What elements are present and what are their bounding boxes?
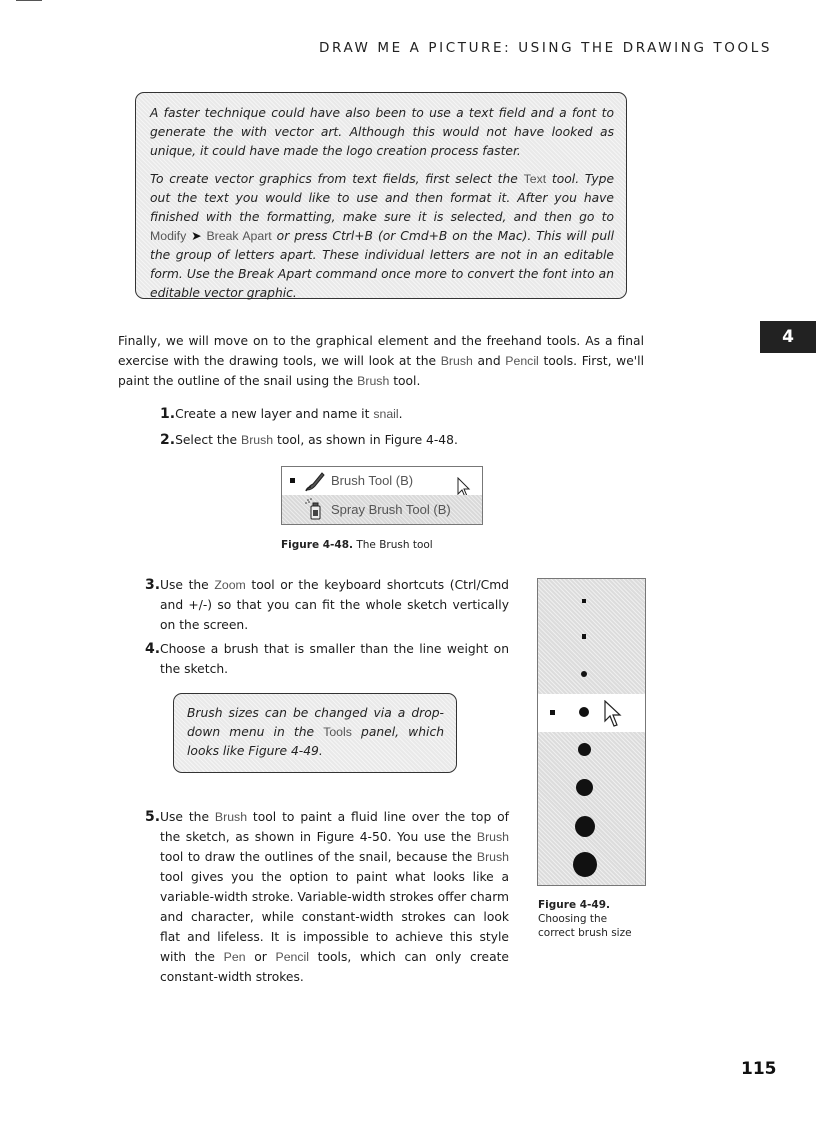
menu-arrow: ➤ [191, 229, 202, 243]
brush-size-option-2[interactable] [582, 634, 586, 639]
step-5: 5. Use the Brush tool to paint a fluid line over the top of the sketch, as shown in Figure 4-50. You use the Brush tool to draw the outlines of the snail, because the Brush tool gives you the option to paint what looks like a variable-width stroke. Variable-width strokes offer charm and character, while constant-width strokes can look flat and lifeless. It is impossible to achieve this style with the Pen or Pencil tools, which can only create constant-width strokes. [145, 809, 510, 984]
brush-tool-label: Brush Tool (B) [331, 473, 414, 488]
spray-brush-icon [304, 497, 326, 521]
note-box-text-to-vector [135, 92, 627, 299]
selected-size-bullet [550, 710, 555, 715]
figure-4-49-brush-size-menu [537, 578, 646, 886]
note-paragraph-2: To create vector graphics from text fields, first select the Text tool. Type out the text you would like to use and then format it. After you have finished with the formatting, make sure it is selected, and then go to Modify ➤ Break Apart or press Ctrl+B (or Cmd+B on the Mac). This will pull the group of letters apart. These individual letters are not in an editable form. Use the Break Apart command once more to convert the font into an editable vector graphic. [150, 172, 615, 300]
note-paragraph-1: A faster technique could have also been to use a text field and a font to generate the with vector art. Although this would not have looked as unique, it could have made the logo creation process faster. [150, 106, 614, 158]
note-brush-sizes-text: Brush sizes can be changed via a drop-down menu in the Tools panel, which looks like Figure 4-49. [187, 706, 444, 758]
brush-tool-row[interactable] [282, 467, 482, 495]
brush-size-option-6[interactable] [576, 779, 593, 796]
figure-4-48-caption: Figure 4-48. The Brush tool [281, 539, 433, 551]
spray-brush-tool-label: Spray Brush Tool (B) [331, 502, 451, 517]
brush-size-option-1[interactable] [582, 599, 586, 603]
brush-size-option-7[interactable] [575, 816, 595, 837]
brush-size-option-8[interactable] [573, 852, 597, 877]
mouse-pointer-icon [604, 700, 622, 728]
text-tool-label: Text [523, 172, 547, 186]
selected-bullet [290, 478, 295, 483]
corner-rule [16, 0, 42, 1]
intro-paragraph: Finally, we will move on to the graphical element and the freehand tools. As a final exercise with the drawing tools, we will look at the Brush and Pencil tools. First, we'll paint the outline of the snail using the Brush tool. [118, 334, 644, 388]
brush-size-option-5[interactable] [578, 743, 591, 756]
step-4: 4. Choose a brush that is smaller than the line weight on the sketch. [145, 641, 509, 676]
spray-brush-tool-row[interactable] [282, 495, 482, 524]
step-3: 3. Use the Zoom tool or the keyboard shortcuts (Ctrl/Cmd and +/-) so that you can fit the whole sketch vertically on the screen. [145, 577, 509, 632]
page-number: 115 [741, 1059, 777, 1079]
running-head: DRAW ME A PICTURE: USING THE DRAWING TOOLS [319, 40, 772, 56]
brush-icon [304, 470, 326, 492]
figure-4-48-brush-menu [281, 466, 483, 525]
step-2: 2.Select the Brush tool, as shown in Figure 4-48. [160, 432, 458, 448]
figure-4-49-caption: Figure 4-49. Choosing the correct brush size [538, 899, 632, 939]
note-box-brush-sizes [173, 693, 457, 773]
chapter-tab: 4 [760, 321, 816, 353]
brush-size-option-4[interactable] [579, 707, 589, 717]
break-apart-label: Break Apart [206, 229, 272, 243]
step-1: 1.Create a new layer and name it snail. [160, 406, 403, 422]
brush-size-option-3[interactable] [581, 671, 587, 677]
modify-menu-label: Modify [150, 229, 187, 243]
